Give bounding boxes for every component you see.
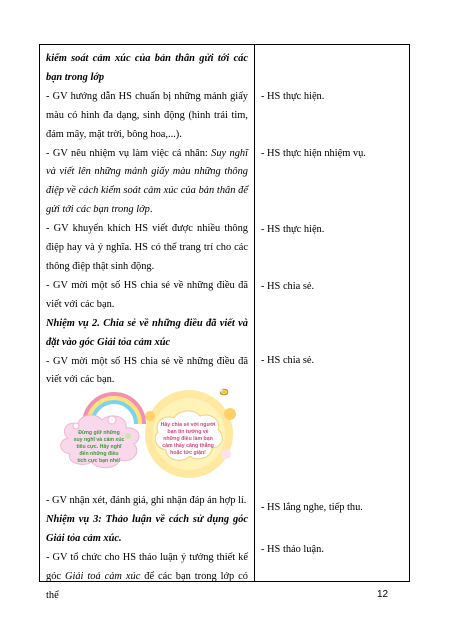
column-divider <box>254 45 255 581</box>
teacher-step-encourage: - GV khuyến khích HS viết được nhiều thông điệp hay và ý nghĩa. HS có thể trang trí cho các thông điệp thật sinh động. <box>46 223 248 272</box>
teacher-step-share-2: - GV mời một số HS chia sẻ về những điều đã viết với các bạn. <box>46 355 248 386</box>
student-response-3: - HS thực hiện. <box>261 224 325 235</box>
left-bottom-block <box>46 492 248 605</box>
teacher-step-assess: - GV nhận xét, đánh giá, ghi nhận đáp án hợp lí. <box>46 495 247 506</box>
student-response-2: - HS thực hiện nhiệm vụ. <box>261 148 366 159</box>
sticky-notes-illustration <box>46 386 256 486</box>
note2-line-3: những điều làm bạn <box>163 436 213 442</box>
note2-line-2: bạn tin tưởng về <box>167 429 209 435</box>
note1-line-3: tiêu cực. Hãy nghĩ <box>76 444 122 450</box>
note2-line-1: Hãy chia sẻ với người <box>160 422 216 428</box>
teacher-step-share-1: - GV mời một số HS chia sẻ về những điều đã viết với các bạn. <box>46 279 248 310</box>
task-continuation-heading: kiểm soát cảm xúc của bản thân gửi tới các bạn trong lớp <box>46 53 248 83</box>
teacher-activities-column <box>46 50 248 601</box>
flower-note-2 <box>145 388 236 478</box>
task-3-heading: Nhiệm vụ 3: Thảo luận về cách sử dụng góc Giải tỏa cảm xúc. <box>46 513 248 544</box>
cloud-note-1 <box>61 415 139 468</box>
teacher-step-individual-task: - GV nêu nhiệm vụ làm việc cá nhân: Suy nghĩ và viết lên những mảnh giấy màu những thông điệp về cách kiểm soát cảm xúc của bản thân để gửi tới các bạn trong lớp. <box>46 147 248 216</box>
sticky-notes-image <box>46 386 256 486</box>
note2-line-4: cảm thấy căng thẳng <box>162 443 214 449</box>
page-number: 12 <box>377 589 389 600</box>
note1-line-2: suy nghĩ và cảm xúc <box>73 437 125 443</box>
student-response-1: - HS thực hiện. <box>261 91 325 102</box>
student-response-7: - HS thảo luận. <box>261 544 324 555</box>
teacher-step-prepare-paper: - GV hướng dẫn HS chuẩn bị những mảnh giấy màu có hình đa dạng, sinh động (hình trái tim, đám mây, mặt trời, bông hoa,...). <box>46 90 248 140</box>
note2-line-5: hoặc tức giận! <box>170 450 206 456</box>
student-response-4: - HS chia sẻ. <box>261 281 315 292</box>
note1-line-4: đến những điều <box>79 451 119 457</box>
task-2-heading: Nhiệm vụ 2. Chia sẻ về những điều đã viết và đặt vào góc Giải tỏa cảm xúc <box>46 317 248 348</box>
teacher-step-discussion: - GV tổ chức cho HS thảo luận ý tưởng thiết kế góc Giải toả cảm xúc để các bạn trong lớp có thể <box>46 551 248 601</box>
student-response-6: - HS lắng nghe, tiếp thu. <box>261 502 363 513</box>
student-response-5: - HS chia sẻ. <box>261 355 315 366</box>
note1-line-1: Đừng giữ những <box>78 430 120 436</box>
note1-line-5: tích cực bạn nhé! <box>77 458 121 464</box>
